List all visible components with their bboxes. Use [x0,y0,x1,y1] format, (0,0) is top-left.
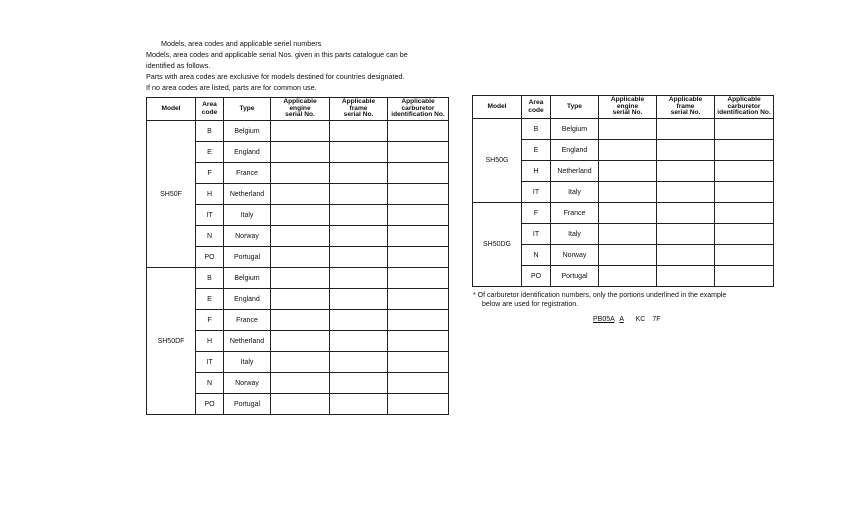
area-code-cell: B [522,119,551,140]
engine-serial-cell [599,203,657,224]
table-row [473,119,774,140]
frame-serial-cell [330,394,388,415]
engine-serial-cell [599,266,657,287]
frame-serial-cell [330,247,388,268]
type-cell: Italy [551,224,599,245]
frame-serial-cell [330,310,388,331]
frame-serial-cell [330,268,388,289]
header-carburetor-id: Applicable carburetor identification No. [388,98,449,121]
engine-serial-cell [271,289,330,310]
model-cell: SH50DG [473,203,522,287]
table-row [147,268,449,289]
area-code-cell: PO [196,247,224,268]
type-cell: Portugal [224,247,271,268]
frame-serial-cell [330,121,388,142]
type-cell: France [551,203,599,224]
type-cell: Belgium [224,121,271,142]
engine-serial-cell [271,142,330,163]
area-code-cell: N [522,245,551,266]
carburetor-id-cell [388,373,449,394]
frame-serial-cell [330,163,388,184]
carburetor-id-cell [388,184,449,205]
engine-serial-cell [271,226,330,247]
frame-serial-cell [657,266,715,287]
engine-serial-cell [271,247,330,268]
frame-serial-cell [330,373,388,394]
type-cell: Netherland [551,161,599,182]
intro-line-3: Parts with area codes are exclusive for models destined for countries designated. [146,72,405,81]
frame-serial-cell [330,226,388,247]
frame-serial-cell [657,182,715,203]
footnote-line-1: * Of carburetor identification numbers, only the portions underlined in the example [473,292,727,299]
carburetor-id-cell [388,394,449,415]
area-code-cell: F [522,203,551,224]
carburetor-id-cell [715,182,774,203]
engine-serial-cell [271,352,330,373]
type-cell: Portugal [551,266,599,287]
header-model: Model [147,98,196,121]
carburetor-id-cell [388,289,449,310]
type-cell: Belgium [551,119,599,140]
frame-serial-cell [330,352,388,373]
area-code-cell: H [522,161,551,182]
type-cell: Belgium [224,268,271,289]
example-part-2: A [619,316,624,323]
type-cell: France [224,163,271,184]
engine-serial-cell [599,182,657,203]
carburetor-id-cell [715,119,774,140]
type-cell: Italy [551,182,599,203]
frame-serial-cell [657,245,715,266]
type-cell: England [551,140,599,161]
area-code-cell: IT [196,205,224,226]
table-row [147,121,449,142]
carburetor-id-cell [388,163,449,184]
model-cell: SH50DF [147,268,196,415]
area-code-cell: B [196,121,224,142]
carburetor-id-cell [388,247,449,268]
header-engine-serial: Applicable engine serial No. [599,96,657,119]
area-code-cell: N [196,373,224,394]
carburetor-id-cell [388,142,449,163]
carburetor-id-cell [388,268,449,289]
example-part-3: KC [635,316,646,323]
header-carburetor-id: Applicable carburetor identification No. [715,96,774,119]
engine-serial-cell [599,119,657,140]
intro-line-2: identified as follows. [146,61,211,70]
intro-line-1: Models, area codes and applicable serial Nos. given in this parts catalogue can be [146,50,408,59]
header-engine-serial: Applicable engine serial No. [271,98,330,121]
engine-serial-cell [271,121,330,142]
frame-serial-cell [330,142,388,163]
carburetor-id-cell [388,226,449,247]
frame-serial-cell [657,203,715,224]
header-model: Model [473,96,522,119]
engine-serial-cell [271,268,330,289]
header-area-code: Area code [522,96,551,119]
area-code-cell: E [522,140,551,161]
area-code-cell: H [196,331,224,352]
area-code-cell: IT [522,182,551,203]
engine-serial-cell [271,205,330,226]
type-cell: Norway [224,373,271,394]
frame-serial-cell [657,140,715,161]
model-cell: SH50G [473,119,522,203]
engine-serial-cell [271,184,330,205]
carburetor-id-cell [715,161,774,182]
type-cell: France [224,310,271,331]
engine-serial-cell [271,394,330,415]
area-code-cell: E [196,142,224,163]
intro-line-4: If no area codes are listed, parts are for common use. [146,83,317,92]
header-area-code: Area code [196,98,224,121]
frame-serial-cell [330,205,388,226]
left-serial-table [146,97,449,415]
carburetor-id-cell [388,310,449,331]
area-code-cell: B [196,268,224,289]
header-type: Type [551,96,599,119]
engine-serial-cell [271,373,330,394]
page-title: Models, area codes and applicable seriel numbers [161,39,322,48]
frame-serial-cell [657,119,715,140]
area-code-cell: IT [522,224,551,245]
carburetor-id-cell [715,203,774,224]
engine-serial-cell [599,224,657,245]
frame-serial-cell [330,289,388,310]
type-cell: Italy [224,352,271,373]
engine-serial-cell [599,245,657,266]
type-cell: Italy [224,205,271,226]
carburetor-id-example [593,316,660,323]
type-cell: Norway [224,226,271,247]
type-cell: England [224,142,271,163]
header-type: Type [224,98,271,121]
table-row [473,203,774,224]
footnote-line-2: below are used for registration. [482,301,579,308]
carburetor-id-cell [715,245,774,266]
area-code-cell: F [196,163,224,184]
engine-serial-cell [271,310,330,331]
engine-serial-cell [271,331,330,352]
area-code-cell: PO [196,394,224,415]
header-frame-serial: Applicable frame serial No. [657,96,715,119]
type-cell: Netherland [224,331,271,352]
carburetor-id-cell [715,266,774,287]
carburetor-id-cell [715,224,774,245]
frame-serial-cell [657,224,715,245]
carburetor-id-cell [715,140,774,161]
example-part-4: 7F [652,316,661,323]
area-code-cell: E [196,289,224,310]
carburetor-id-cell [388,331,449,352]
area-code-cell: N [196,226,224,247]
area-code-cell: H [196,184,224,205]
carburetor-id-cell [388,205,449,226]
engine-serial-cell [599,140,657,161]
type-cell: Portugal [224,394,271,415]
frame-serial-cell [657,161,715,182]
frame-serial-cell [330,331,388,352]
carburetor-id-cell [388,121,449,142]
area-code-cell: PO [522,266,551,287]
type-cell: England [224,289,271,310]
engine-serial-cell [599,161,657,182]
frame-serial-cell [330,184,388,205]
type-cell: Norway [551,245,599,266]
carburetor-id-cell [388,352,449,373]
model-cell: SH50F [147,121,196,268]
header-frame-serial: Applicable frame serial No. [330,98,388,121]
area-code-cell: F [196,310,224,331]
example-part-1: PB05A [593,316,615,323]
type-cell: Netherland [224,184,271,205]
engine-serial-cell [271,163,330,184]
area-code-cell: IT [196,352,224,373]
right-serial-table [472,95,774,287]
